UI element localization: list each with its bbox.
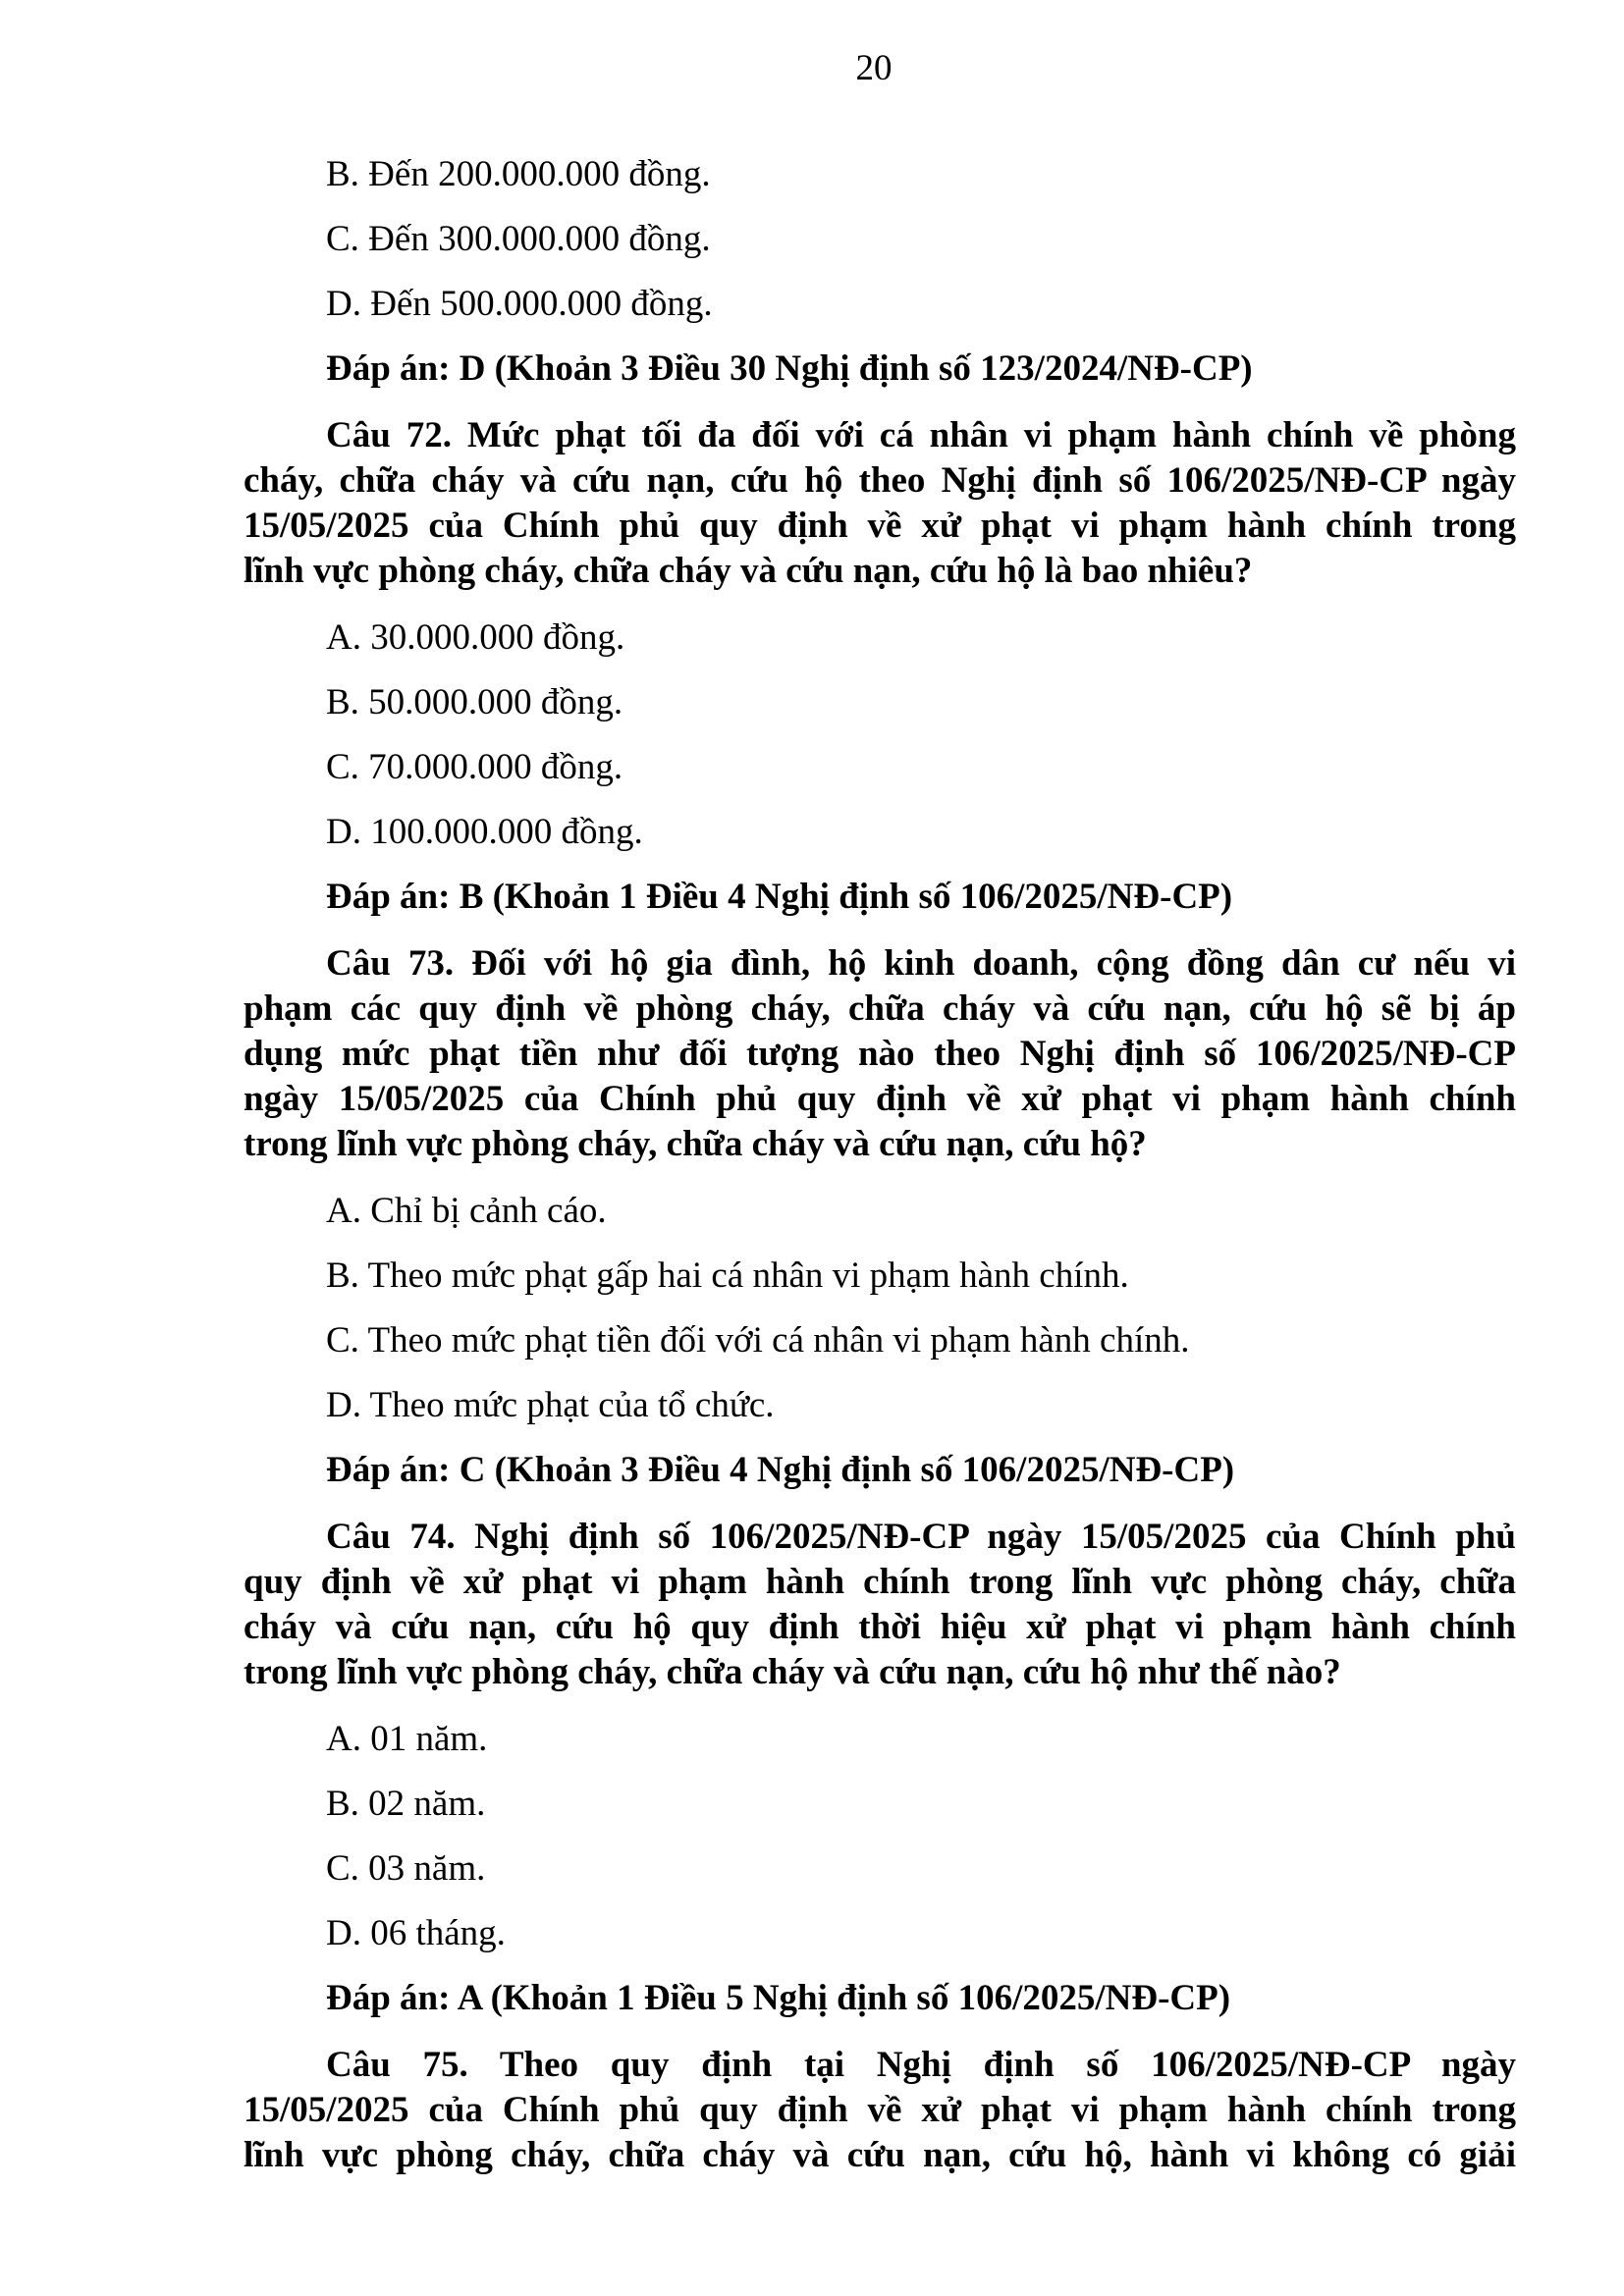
answer-key: Đáp án: A (Khoản 1 Điều 5 Nghị định số 106/2025/NĐ-CP) [326, 1978, 1231, 2018]
page-number: 20 [855, 48, 893, 88]
answer-option: A. 01 năm. [326, 1719, 488, 1759]
answer-key: Đáp án: D (Khoản 3 Điều 30 Nghị định số 123/2024/NĐ-CP) [326, 348, 1253, 389]
answer-option: D. Đến 500.000.000 đồng. [326, 284, 713, 324]
answer-option: A. 30.000.000 đồng. [326, 617, 625, 658]
answer-option: C. 03 năm. [326, 1848, 486, 1889]
question-line: lĩnh vực phòng cháy, chữa cháy và cứu nạn, cứu hộ là bao nhiêu? [244, 551, 1253, 591]
question [244, 1514, 1516, 1716]
question-line: ngày 15/05/2025 của Chính phủ quy định về xử phạt vi phạm hành chính [244, 1079, 1516, 1119]
question-line: trong lĩnh vực phòng cháy, chữa cháy và cứu nạn, cứu hộ như thế nào? [244, 1652, 1341, 1692]
question-line: Câu 73. Đối với hộ gia đình, hộ kinh doanh, cộng đồng dân cư nếu vi [326, 943, 1516, 984]
question [244, 940, 1516, 1188]
question-line: Câu 74. Nghị định số 106/2025/NĐ-CP ngày 15/05/2025 của Chính phủ [326, 1517, 1516, 1557]
answer-option: B. Đến 200.000.000 đồng. [326, 154, 711, 194]
answer-option: B. 50.000.000 đồng. [326, 682, 623, 722]
answer-option: D. 06 tháng. [326, 1913, 506, 1953]
answer-option: D. Theo mức phạt của tổ chức. [326, 1385, 775, 1425]
answer-option: C. Đến 300.000.000 đồng. [326, 219, 711, 259]
question-line: quy định về xử phạt vi phạm hành chính trong lĩnh vực phòng cháy, chữa [244, 1562, 1516, 1602]
question-line: cháy và cứu nạn, cứu hộ quy định thời hiệu xử phạt vi phạm hành chính [244, 1607, 1516, 1647]
answer-option: C. 70.000.000 đồng. [326, 747, 623, 787]
question [244, 2042, 1516, 2177]
question-line: cháy, chữa cháy và cứu nạn, cứu hộ theo Nghị định số 106/2025/NĐ-CP ngày [244, 460, 1516, 501]
question-line: Câu 75. Theo quy định tại Nghị định số 106/2025/NĐ-CP ngày [326, 2045, 1516, 2085]
answer-option: A. Chỉ bị cảnh cáo. [326, 1191, 607, 1231]
question-line: lĩnh vực phòng cháy, chữa cháy và cứu nạn, cứu hộ, hành vi không có giải [244, 2135, 1516, 2175]
answer-option: C. Theo mức phạt tiền đối với cá nhân vi phạm hành chính. [326, 1320, 1190, 1361]
answer-option: B. Theo mức phạt gấp hai cá nhân vi phạm hành chính. [326, 1255, 1129, 1296]
question-line: phạm các quy định về phòng cháy, chữa cháy và cứu nạn, cứu hộ sẽ bị áp [244, 988, 1516, 1029]
question-line: 15/05/2025 của Chính phủ quy định về xử phạt vi phạm hành chính trong [244, 2090, 1516, 2130]
question [244, 412, 1516, 614]
question-line: 15/05/2025 của Chính phủ quy định về xử phạt vi phạm hành chính trong [244, 506, 1516, 546]
document-body [244, 151, 1516, 2177]
question-line: dụng mức phạt tiền như đối tượng nào theo Nghị định số 106/2025/NĐ-CP [244, 1034, 1516, 1074]
answer-key: Đáp án: C (Khoản 3 Điều 4 Nghị định số 106/2025/NĐ-CP) [326, 1450, 1235, 1490]
question-line: trong lĩnh vực phòng cháy, chữa cháy và cứu nạn, cứu hộ? [244, 1124, 1147, 1164]
answer-option: D. 100.000.000 đồng. [326, 812, 643, 852]
answer-key: Đáp án: B (Khoản 1 Điều 4 Nghị định số 106/2025/NĐ-CP) [326, 877, 1233, 917]
answer-option: B. 02 năm. [326, 1784, 486, 1824]
question-line: Câu 72. Mức phạt tối đa đối với cá nhân vi phạm hành chính về phòng [326, 415, 1516, 455]
